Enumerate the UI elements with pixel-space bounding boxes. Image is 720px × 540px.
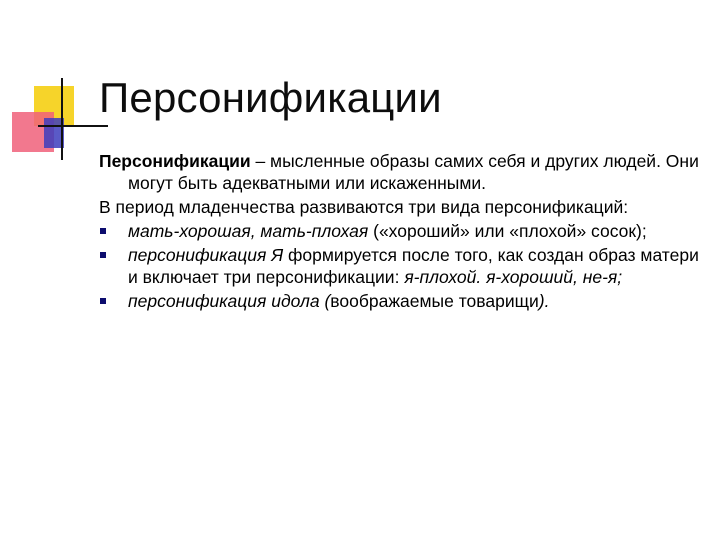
bullet-item (99, 290, 699, 312)
slide-body (99, 150, 699, 314)
bullet-item (99, 220, 699, 242)
bullet-italic-end: я-плохой. я-хороший, не-я; (404, 267, 623, 287)
definition-term: Персонификации (99, 151, 251, 171)
bullet-text: формируется после того, как создан образ матери и включает три персонификации: (128, 245, 699, 287)
bullet-marker (100, 228, 106, 234)
definition-text: – мысленные образы самих себя и других людей. Они могут быть адекватными или искаженными. (128, 151, 699, 193)
bullet-italic: мать-хорошая, мать-плохая (128, 221, 369, 241)
definition-paragraph (99, 150, 699, 194)
bullet-item (99, 244, 699, 288)
bullet-text: воображаемые товарищи (330, 291, 539, 311)
bullet-marker (100, 252, 106, 258)
bullet-italic-end: ). (538, 291, 550, 311)
bullet-text: («хороший» или «плохой» сосок); (368, 221, 647, 241)
decorative-logo (0, 0, 110, 175)
intro-paragraph: В период младенчества развиваются три вида персонификаций: (99, 197, 629, 217)
bullet-marker (100, 298, 106, 304)
bullet-italic: персонификация идола ( (128, 291, 331, 311)
bullet-italic: персонификация Я (128, 245, 284, 265)
slide-title: Персонификации (99, 74, 442, 121)
